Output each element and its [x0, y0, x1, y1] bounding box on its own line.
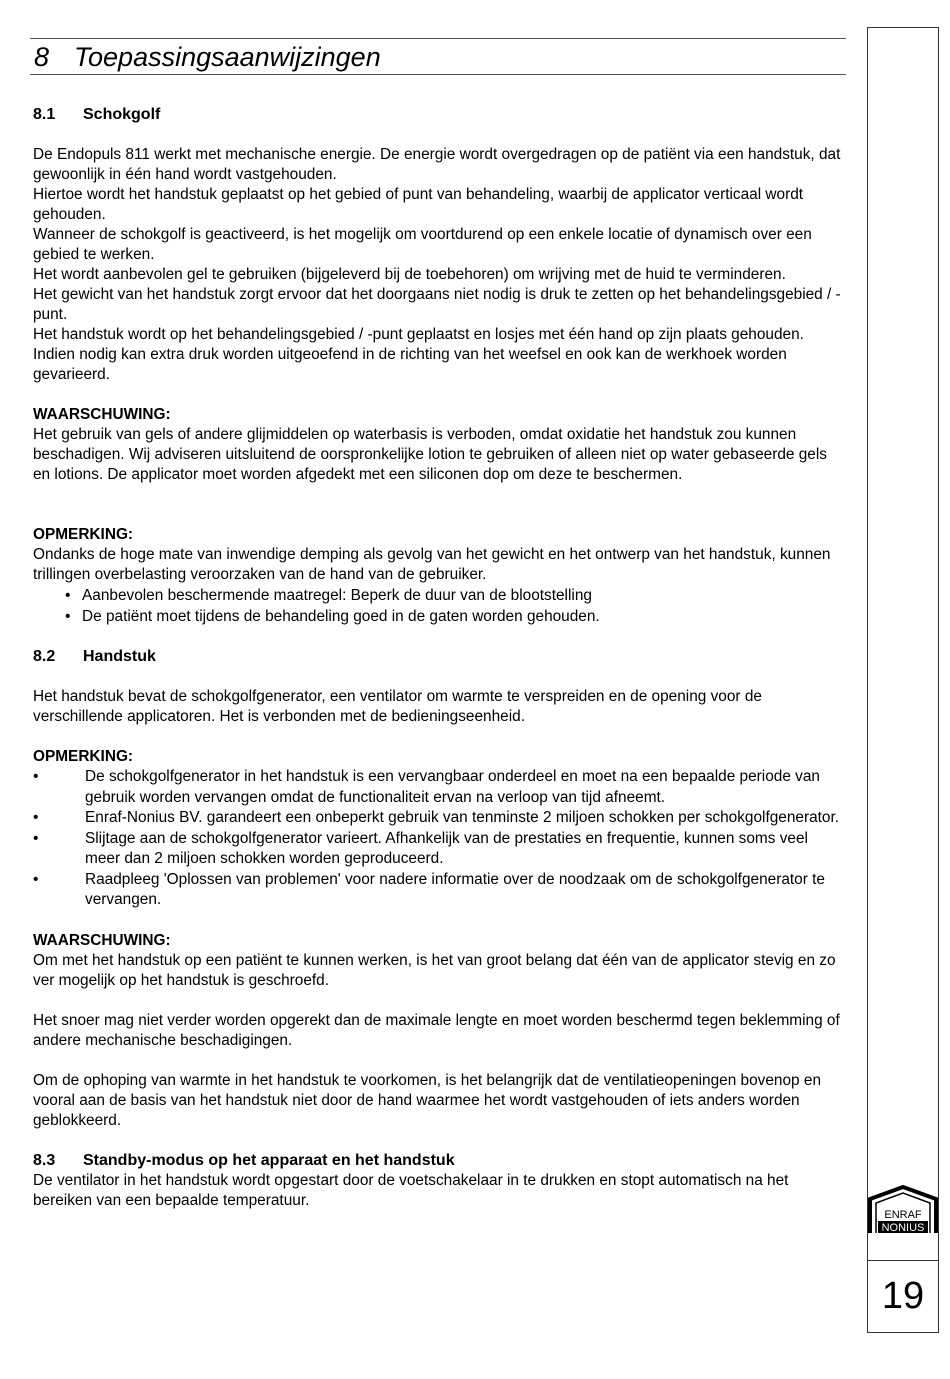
paragraph: Het handstuk bevat de schokgolfgenerator, een ventilator om warmte te verspreiden en de opening voor de verschillende applicatoren. Het is verbonden met de bedieningseenheid. — [33, 688, 762, 725]
note-text: Ondanks de hoge mate van inwendige demping als gevolg van het gewicht en het ontwerp van het handstuk, kunnen trillingen overbelasting veroorzaken van de hand van de gebruiker. — [33, 546, 831, 583]
warning-label: WAARSCHUWING: — [33, 406, 171, 423]
logo-text-nonius: NONIUS — [881, 1222, 925, 1234]
chapter-title: Toepassingsaanwijzingen — [74, 42, 381, 72]
list-item: • Aanbevolen beschermende maatregel: Beperk de duur van de blootstelling — [65, 585, 843, 606]
section-heading-8-2 — [33, 647, 843, 667]
list-item: • De schokgolfgenerator in het handstuk is een vervangbaar onderdeel en moet na een bepaalde periode van gebruik worden vervangen omdat de functionaliteit ervan na verloop van tijd afneemt. — [33, 767, 843, 808]
sidebar-divider — [867, 1260, 939, 1261]
chapter-number: 8 — [34, 42, 50, 72]
paragraph: Wanneer de schokgolf is geactiveerd, is het mogelijk om voortdurend op een enkele locatie of dynamisch over een gebied te werken. — [33, 226, 812, 263]
paragraph: De Endopuls 811 werkt met mechanische energie. De energie wordt overgedragen op de patiënt via een handstuk, dat gewoonlijk in één hand wordt vastgehouden. — [33, 146, 841, 183]
paragraph: Het snoer mag niet verder worden opgerekt dan de maximale lengte en moet worden beschermd tegen beklemming of andere mechanische beschadigingen. — [33, 1011, 840, 1049]
paragraph: Hiertoe wordt het handstuk geplaatst op het gebied of punt van behandeling, waarbij de applicator verticaal wordt gehouden. — [33, 186, 804, 223]
note-label: OPMERKING: — [33, 748, 134, 765]
page-content — [33, 105, 843, 1211]
paragraph: Het handstuk wordt op het behandelingsgebied / -punt geplaatst en losjes met één hand op zijn plaats gehouden. — [33, 326, 804, 343]
note-label: OPMERKING: — [33, 526, 134, 543]
paragraph: Indien nodig kan extra druk worden uitgeoefend in de richting van het weefsel en ook kan de werkhoek worden gevarieerd. — [33, 346, 787, 383]
section-title: Handstuk — [83, 648, 156, 665]
paragraph: Om de ophoping van warmte in het handstuk te voorkomen, is het belangrijk dat de ventilatieopeningen bovenop en vooral aan de basis van het handstuk niet door de hand waarmee het wordt vastgehouden of iets anders worden geblokkeerd. — [33, 1071, 822, 1129]
section-heading-8-1 — [33, 105, 843, 125]
section-number: 8.1 — [33, 106, 56, 123]
chapter-heading — [34, 40, 381, 74]
list-item: • Slijtage aan de schokgolfgenerator varieert. Afhankelijk van de prestaties en frequentie, kunnen soms veel meer dan 2 miljoen schokken worden geproduceerd. — [33, 829, 843, 870]
section-heading-8-3 — [33, 1151, 843, 1171]
paragraph: De ventilator in het handstuk wordt opgestart door de voetschakelaar in te drukken en stopt automatisch na het bereiken van een bepaalde temperatuur. — [33, 1171, 789, 1209]
paragraph: Het gewicht van het handstuk zorgt ervoor dat het doorgaans niet nodig is druk te zetten op het behandelingsgebied / -punt. — [33, 286, 841, 323]
section-title: Schokgolf — [83, 106, 161, 123]
list-item: • De patiënt moet tijdens de behandeling goed in de gaten worden gehouden. — [65, 606, 843, 627]
logo-text-enraf: ENRAF — [884, 1209, 922, 1221]
page-number: 19 — [881, 1275, 925, 1317]
section-number: 8.2 — [33, 648, 56, 665]
section-title: Standby-modus op het apparaat en het handstuk — [83, 1151, 455, 1169]
section-number: 8.3 — [33, 1151, 56, 1169]
header-rule-top — [30, 38, 846, 39]
header-rule-bottom — [30, 74, 846, 75]
sidebar-frame — [867, 27, 939, 1333]
note-bullet-list — [33, 585, 843, 627]
warning-label: WAARSCHUWING: — [33, 931, 171, 949]
list-item: • Enraf-Nonius BV. garandeert een onbeperkt gebruik van tenminste 2 miljoen schokken per schokgolfgenerator. — [33, 808, 843, 829]
enraf-nonius-logo — [868, 1185, 938, 1237]
list-item: • Raadpleeg 'Oplossen van problemen' voor nadere informatie over de noodzaak om de schokgolfgenerator te vervangen. — [33, 870, 843, 911]
note-bullet-list — [33, 767, 843, 911]
warning-text: Het gebruik van gels of andere glijmiddelen op waterbasis is verboden, omdat oxidatie het handstuk zou kunnen beschadigen. Wij adviseren uitsluitend de oorspronkelijke lotion te gebruiken of alleen niet op water gebaseerde gels en lotions. De applicator moet worden afgedekt met een siliconen dop om deze te beschermen. — [33, 426, 827, 483]
warning-text: Om met het handstuk op een patiënt te kunnen werken, is het van groot belang dat één van de applicator stevig en zo ver mogelijk op het handstuk is geschroefd. — [33, 951, 836, 989]
paragraph: Het wordt aanbevolen gel te gebruiken (bijgeleverd bij de toebehoren) om wrijving met de huid te verminderen. — [33, 266, 786, 283]
